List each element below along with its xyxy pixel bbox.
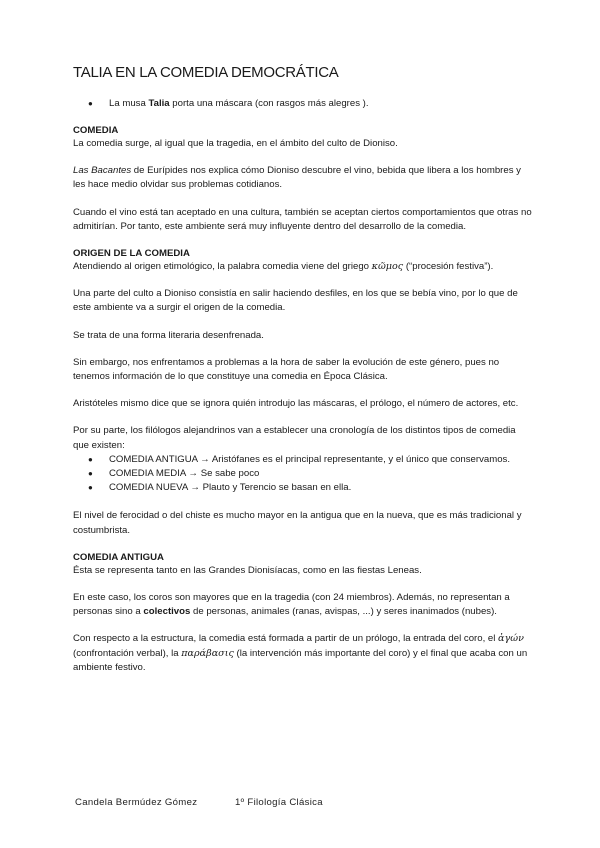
work-title: Las Bacantes (73, 165, 132, 177)
paragraph: Sin embargo, nos enfrentamos a problemas a la hora de saber la evolución de este género, pues no tenemos información de lo que constituye una comedia en Época Clásica. (73, 356, 500, 383)
intro-bold: Talia (148, 98, 170, 109)
greek-term: παράβασις (181, 647, 234, 659)
paragraph-text: En este caso, los coros son mayores que en la tragedia (con 24 miembros). Además, no representan a personas sino a (73, 592, 510, 618)
paragraph: Por su parte, los filólogos alejandrinos van a establecer una cronología de los distintos tipos de comedia que existen: (73, 425, 516, 451)
intro-text: La musa (109, 98, 149, 109)
paragraph-text: (confrontación verbal), la (73, 647, 182, 659)
paragraph: Cuando el vino está tan aceptado en una cultura, también se aceptan ciertos comportamientos que otras no admitirían. Por tanto, este ambiente será muy influyente dentro del desarrollo de la comedia. (73, 206, 532, 232)
paragraph-text: Atendiendo al origen etimológico, la palabra comedia viene del griego (73, 261, 372, 273)
page-title: TALIA EN LA COMEDIA DEMOCRÁTICA (73, 64, 339, 81)
paragraph-text: de personas, animales (ranas, avispas, ...) y seres inanimados (nubes). (190, 606, 497, 618)
paragraph-text: (la intervención más importante del coro) y el final que acaba con un ambiente festivo. (73, 647, 528, 673)
document-page (73, 64, 533, 688)
paragraph: La comedia surge, al igual que la tragedia, en el ámbito del culto de Dioniso. (73, 138, 398, 149)
list-item (73, 97, 533, 110)
section-heading-origen: ORIGEN DE LA COMEDIA (73, 248, 190, 260)
section-heading-antigua: COMEDIA ANTIGUA (73, 551, 164, 563)
paragraph: Se trata de una forma literaria desenfrenada. (73, 329, 264, 341)
paragraph: El nivel de ferocidad o del chiste es mucho mayor en la antigua que en la nueva, que es más tradicional y costumbrista. (73, 510, 522, 536)
paragraph-text: de Eurípides nos explica cómo Dioniso descubre el vino, bebida que libera a los hombres y les hace medio olvidar sus problemas cotidianos. (73, 165, 521, 191)
section-heading-comedia: COMEDIA (73, 125, 119, 136)
paragraph: Una parte del culto a Dioniso consistía en salir haciendo desfiles, en los que se bebía vino, por lo que de este ambiente va a surgir el origen de la comedia. (73, 288, 518, 314)
page-footer (75, 797, 323, 808)
footer-course: 1º Filología Clásica (235, 797, 323, 808)
paragraph (73, 591, 533, 619)
paragraph-text: Con respecto a la estructura, la comedia está formada a partir de un prólogo, la entrada del coro, el (73, 633, 499, 645)
paragraph: Ésta se representa tanto en las Grandes Dionisíacas, como en las fiestas Leneas. (73, 564, 422, 576)
list-item: ● COMEDIA NUEVA → Plauto y Terencio se basan en ella. (73, 481, 533, 495)
bold-term: colectivos (143, 606, 191, 618)
paragraph-text: (“procesión festiva”). (403, 261, 494, 273)
list-item: ● COMEDIA MEDIA → Se sabe poco (73, 467, 533, 481)
list-item: ● COMEDIA ANTIGUA → Aristófanes es el principal representante, y el único que conservamos. (73, 453, 533, 467)
paragraph (73, 260, 533, 274)
greek-term: ἀγών (498, 633, 524, 645)
footer-author: Candela Bermúdez Gómez (75, 797, 198, 808)
paragraph: Aristóteles mismo dice que se ignora quién introdujo las máscaras, el prólogo, el número de actores, etc. (73, 398, 519, 410)
paragraph (73, 632, 533, 675)
intro-list (73, 97, 533, 110)
paragraph (73, 164, 533, 192)
intro-text-end: porta una máscara (con rasgos más alegres ). (169, 98, 369, 109)
greek-term: κῶμος (371, 261, 404, 273)
comedy-types-list (73, 453, 533, 496)
